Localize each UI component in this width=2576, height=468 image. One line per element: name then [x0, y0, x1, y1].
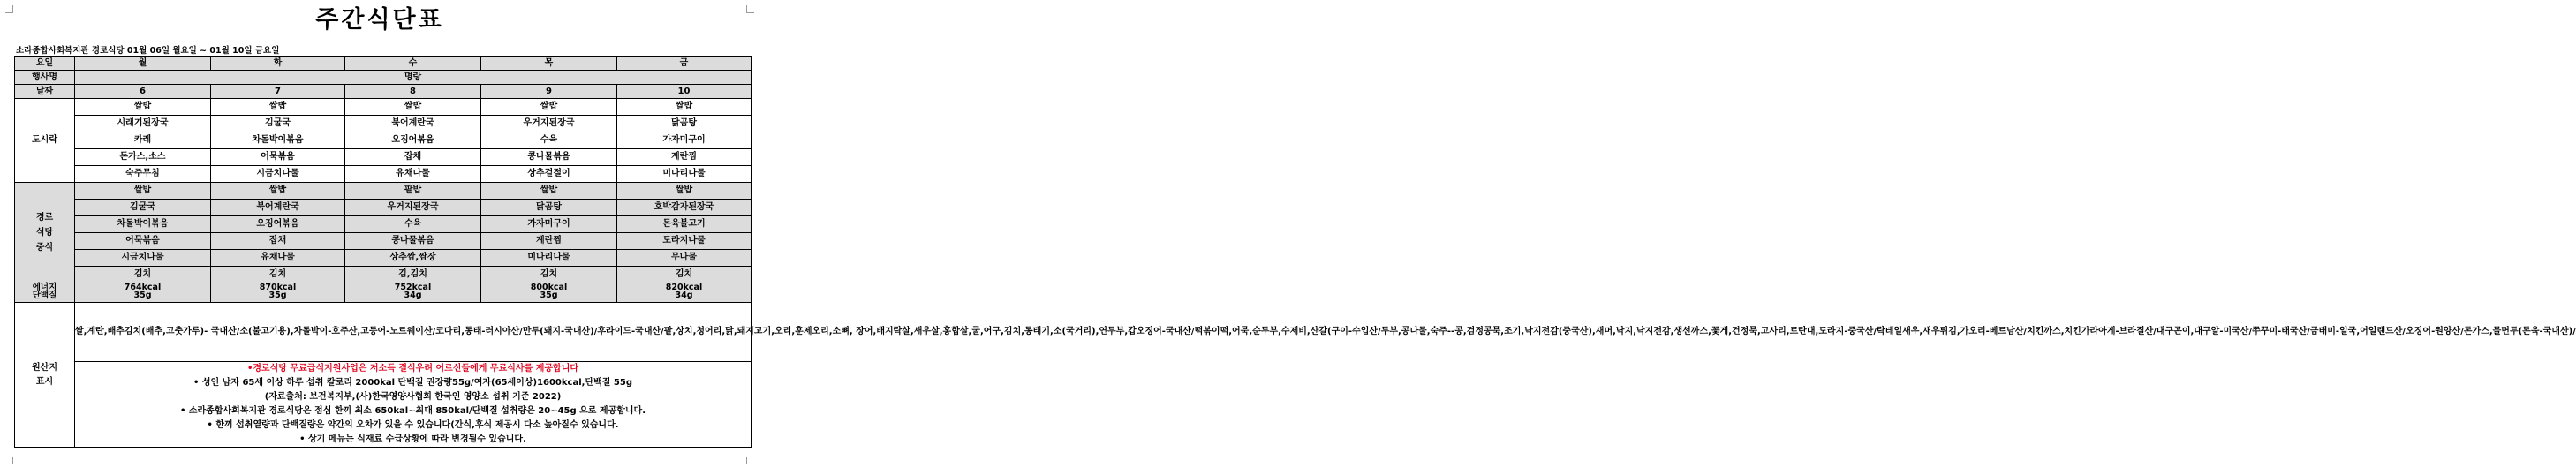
- menu-item: 호박감자된장국: [617, 200, 752, 216]
- origin-row: [15, 303, 752, 362]
- menu-item: 미나리나물: [617, 166, 752, 183]
- menu-item: 수육: [345, 216, 481, 233]
- menu-item: 닭곰탕: [481, 200, 617, 216]
- menu-item: 김굴국: [75, 200, 211, 216]
- lunchbox-row: [15, 99, 752, 116]
- weekday-mon: 월: [75, 57, 211, 71]
- notes-block: [75, 362, 752, 448]
- menu-item: 잡채: [345, 149, 481, 166]
- menu-item: 유채나물: [345, 166, 481, 183]
- menu-item: 쌀밥: [617, 183, 752, 200]
- menu-item: 숙주무침: [75, 166, 211, 183]
- menu-item: 무나물: [617, 250, 752, 267]
- free-meal-notice: •경로식당 무료급식지원사업은 저소득 결식우려 어르신들에게 무료식사를 제공합니다: [246, 364, 579, 374]
- lunchbox-row: [15, 149, 752, 166]
- menu-item: 시금치나물: [75, 250, 211, 267]
- note-item: (자료출처: 보건복지부,(사)한국영양사협회 한국인 영양소 섭취 기준 2022): [264, 392, 562, 402]
- nutrition-cell: [75, 283, 211, 303]
- energy-value: 764kcal: [124, 283, 162, 292]
- nutrition-row: [15, 283, 752, 303]
- lunchbox-row: [15, 166, 752, 183]
- protein-value: 34g: [404, 291, 422, 300]
- weekday-header-label: 요일: [15, 57, 75, 71]
- menu-item: 시금치나물: [211, 166, 345, 183]
- weekday-tue: 화: [211, 57, 345, 71]
- menu-item: 차돌박이볶음: [211, 132, 345, 149]
- senior-row: [15, 267, 752, 283]
- menu-item: 콩나물볶음: [481, 149, 617, 166]
- menu-item: 오징어볶음: [345, 132, 481, 149]
- note-item: • 소라종합사회복지관 경로식당은 점심 한끼 최소 650kal~최대 850kal/단백질 섭취량은 20~45g 으로 제공합니다.: [179, 406, 646, 416]
- page-title: 주간식단표: [315, 6, 444, 34]
- menu-item: 김,김치: [345, 267, 481, 283]
- menu-item: 쌀밥: [75, 183, 211, 200]
- weekday-wed: 수: [345, 57, 481, 71]
- menu-item: 돈육불고기: [617, 216, 752, 233]
- menu-item: 상추쌈,쌈장: [345, 250, 481, 267]
- menu-item: 돈가스,소스: [75, 149, 211, 166]
- menu-item: 쌀밥: [211, 99, 345, 116]
- menu-item: 북어계란국: [345, 116, 481, 132]
- menu-item: 쌀밥: [345, 99, 481, 116]
- menu-item: 닭곰탕: [617, 116, 752, 132]
- menu-item: 북어계란국: [211, 200, 345, 216]
- date-fri: 10: [617, 85, 752, 99]
- date-mon: 6: [75, 85, 211, 99]
- weekly-menu-table: [14, 56, 2576, 448]
- menu-item: 콩나물볶음: [345, 233, 481, 250]
- energy-value: 870kcal: [259, 283, 297, 292]
- note-item: • 성인 남자 65세 이상 하루 섭취 칼로리 2000kal 단백질 권장량55g/여자(65세이상)1600kcal,단백질 55g: [193, 378, 632, 388]
- menu-item: 쌀밥: [75, 99, 211, 116]
- nutrition-cell: [481, 283, 617, 303]
- header-row: [15, 57, 752, 71]
- note-item: • 한끼 섭취열량과 단백질량은 약간의 오차가 있을 수 있습니다(간식,후식 제공시 다소 높아질수 있습니다.: [207, 420, 619, 430]
- origin-label: 원산지 표시: [15, 303, 75, 448]
- corner-mark: [746, 457, 754, 464]
- menu-item: 카레: [75, 132, 211, 149]
- menu-item: 김굴국: [211, 116, 345, 132]
- event-row: [15, 71, 752, 85]
- period-subtitle: 소라종합사회복지관 경로식당 01월 06일 월요일 ~ 01월 10일 금요일: [16, 46, 280, 56]
- event-label: 행사명: [15, 71, 75, 85]
- menu-item: 차돌박이볶음: [75, 216, 211, 233]
- menu-item: 미나리나물: [481, 250, 617, 267]
- menu-item: 어묵볶음: [75, 233, 211, 250]
- menu-item: 유채나물: [211, 250, 345, 267]
- menu-item: 가자미구이: [617, 132, 752, 149]
- menu-item: 김치: [211, 267, 345, 283]
- senior-label: 경로 식당 중식: [15, 183, 75, 283]
- senior-row: [15, 250, 752, 267]
- menu-item: 김치: [75, 267, 211, 283]
- lunchbox-row: [15, 116, 752, 132]
- protein-value: 35g: [540, 291, 558, 300]
- weekday-fri: 금: [617, 57, 752, 71]
- energy-value: 752kcal: [394, 283, 432, 292]
- date-wed: 8: [345, 85, 481, 99]
- nutrition-cell: [211, 283, 345, 303]
- menu-item: 상추겉절이: [481, 166, 617, 183]
- date-thu: 9: [481, 85, 617, 99]
- nutrition-cell: [345, 283, 481, 303]
- menu-item: 계란찜: [617, 149, 752, 166]
- nutrition-label-cell: [15, 283, 75, 303]
- weekday-thu: 목: [481, 57, 617, 71]
- origin-text: 쌀,계란,배추김치(배추,고춧가루)- 국내산/소(불고기용),차돌박이-호주산,고등어-노르웨이산/코다리,동태-러시아산/만두(돼지-국내산)/후라이드-국내산/팥,상치,청어리,닭,돼지고기,오리,훈제오리,소뼈, 장어,배지락살,새우살,홍합살,굴,어구,김치,동태기,소(국거리),연두부,갑오징어-국내산/떡볶이떡,어묵,순두부,수제비,산갈(구이-수입산/두부,콩나물,숙주--콩,검정콩묵,조기,낙지전감(중국산),새머,낙지,낙지전감,생선까스,꽃게,건정묵,고사리,토란대,도라지-중국산/락테일새우,새우튀김,가오리-베트남산/치킨까스,치킨가라아게-브라질산/대구곤이,대구알-미국산/쭈꾸미-태국산/금태미-일국,어일랜드산/오징어-원양산/돈가스,물면두(돈육-국내산)/: [75, 303, 752, 362]
- menu-item: 김치: [617, 267, 752, 283]
- menu-item: 도라지나물: [617, 233, 752, 250]
- date-tue: 7: [211, 85, 345, 99]
- menu-item: 쌀밥: [481, 99, 617, 116]
- senior-row: [15, 216, 752, 233]
- energy-value: 820kcal: [665, 283, 703, 292]
- menu-item: 쌀밥: [211, 183, 345, 200]
- protein-label: 단백질: [32, 291, 57, 300]
- menu-item: 쌀밥: [617, 99, 752, 116]
- menu-item: 계란찜: [481, 233, 617, 250]
- menu-item: 수육: [481, 132, 617, 149]
- protein-value: 35g: [133, 291, 152, 300]
- date-row: [15, 85, 752, 99]
- corner-mark: [5, 457, 13, 464]
- menu-item: 우거지된장국: [345, 200, 481, 216]
- menu-item: 우거지된장국: [481, 116, 617, 132]
- energy-label: 에너지: [32, 283, 57, 292]
- lunchbox-row: [15, 132, 752, 149]
- menu-item: 시래기된장국: [75, 116, 211, 132]
- energy-value: 800kcal: [530, 283, 568, 292]
- nutrition-cell: [617, 283, 752, 303]
- senior-row: [15, 200, 752, 216]
- menu-item: 오징어볶음: [211, 216, 345, 233]
- lunchbox-label: 도시락: [15, 99, 75, 183]
- notes-row: [15, 362, 752, 448]
- menu-item: 가자미구이: [481, 216, 617, 233]
- menu-item: 김치: [481, 267, 617, 283]
- protein-value: 35g: [268, 291, 287, 300]
- menu-item: 어묵볶음: [211, 149, 345, 166]
- menu-item: 쌀밥: [481, 183, 617, 200]
- note-item: • 상기 메뉴는 식재료 수급상황에 따라 변경될수 있습니다.: [299, 434, 526, 444]
- event-value: 명랑: [75, 71, 752, 85]
- date-label: 날짜: [15, 85, 75, 99]
- protein-value: 34g: [675, 291, 693, 300]
- senior-row: [15, 233, 752, 250]
- menu-item: 팥밥: [345, 183, 481, 200]
- senior-row: [15, 183, 752, 200]
- menu-item: 잡채: [211, 233, 345, 250]
